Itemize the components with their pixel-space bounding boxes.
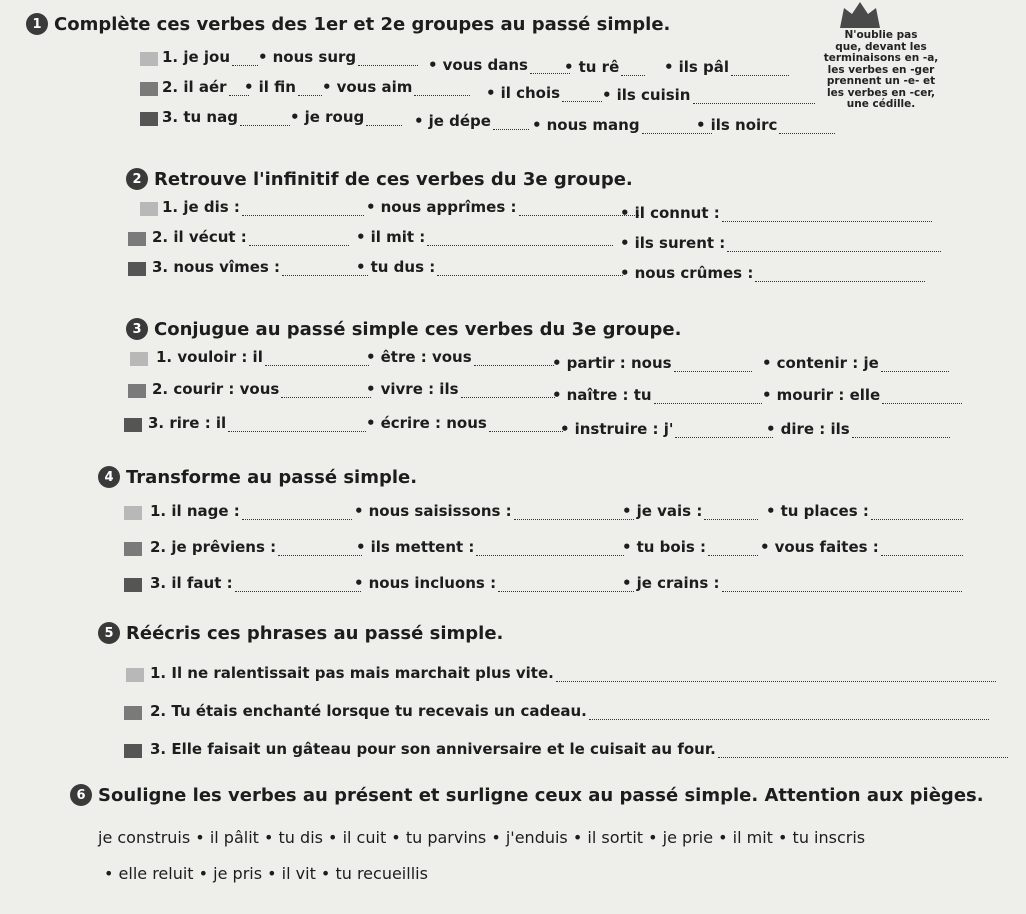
answer-blank[interactable]: [474, 351, 554, 366]
exercise-3-title: [126, 318, 681, 340]
answer-blank[interactable]: [882, 389, 962, 404]
difficulty-square-icon: [140, 82, 158, 96]
exercise-item: • il connut :: [620, 204, 932, 222]
exercise-item: • tu bois :: [622, 538, 758, 556]
note-line: les verbes en -cer,: [827, 86, 935, 99]
answer-blank[interactable]: [693, 89, 815, 104]
mascot-illustration: [820, 0, 900, 30]
answer-blank[interactable]: [675, 423, 773, 438]
exercise-2-row-3: [0, 258, 1000, 282]
exercise-item: • nous mang: [532, 116, 712, 134]
exercise-item: • ils noirc: [696, 116, 835, 134]
exercise-5-row-3: [0, 740, 1000, 764]
answer-blank[interactable]: [731, 61, 789, 76]
answer-blank[interactable]: [427, 231, 613, 246]
exercise-item: • naître : tu: [552, 386, 762, 404]
exercise-5-row-2: [0, 702, 1000, 726]
exercise-item: 1. je dis :: [162, 198, 364, 216]
answer-blank[interactable]: [265, 351, 369, 366]
answer-blank[interactable]: [358, 51, 418, 66]
exercise-item: 1. vouloir : il: [156, 348, 369, 366]
difficulty-square-icon: [128, 232, 146, 246]
exercise-4-row-1: [0, 502, 1000, 526]
exercise-item: • je dépe: [414, 112, 529, 130]
difficulty-square-icon: [124, 506, 142, 520]
exercise-item: 3. Elle faisait un gâteau pour son anniversaire et le cuisait au four.: [150, 740, 1008, 758]
answer-blank[interactable]: [779, 119, 835, 134]
answer-blank[interactable]: [489, 417, 563, 432]
answer-blank[interactable]: [871, 505, 963, 520]
answer-blank[interactable]: [562, 87, 602, 102]
exercise-3-row-3: [0, 414, 1000, 438]
answer-blank[interactable]: [437, 261, 623, 276]
exercise-item: 2. Tu étais enchanté lorsque tu recevais un cadeau.: [150, 702, 989, 720]
exercise-number-badge: 5: [98, 622, 120, 644]
exercise-number-badge: 2: [126, 168, 148, 190]
exercise-item: 2. courir : vous: [152, 380, 371, 398]
exercise-item: • vous faites :: [760, 538, 963, 556]
exercise-3-row-1: [0, 348, 1000, 372]
exercise-item: • ils surent :: [620, 234, 941, 252]
difficulty-square-icon: [140, 202, 158, 216]
verb-list-line-1[interactable]: je construis • il pâlit • tu dis • il cuit • tu parvins • j'enduis • il sortit • je prie • il mit • tu inscris: [98, 828, 866, 847]
exercise-5-title: [98, 622, 503, 644]
exercise-item: • écrire : nous: [366, 414, 563, 432]
exercise-item: 1. il nage :: [150, 502, 352, 520]
answer-blank[interactable]: [722, 207, 932, 222]
exercise-item: • nous incluons :: [354, 574, 634, 592]
note-line: terminaisons en -a,: [823, 52, 939, 64]
difficulty-square-icon: [124, 744, 142, 758]
difficulty-square-icon: [124, 706, 142, 720]
exercise-item: • je crains :: [622, 574, 962, 592]
exercise-title-text: Retrouve l'infinitif de ces verbes du 3e groupe.: [154, 168, 633, 190]
exercise-1-row-1: [0, 48, 1000, 76]
exercise-2-row-1: [0, 198, 1000, 222]
note-line: une cédille.: [846, 98, 916, 110]
exercise-item: • être : vous: [366, 348, 554, 366]
answer-blank[interactable]: [366, 111, 402, 126]
answer-blank[interactable]: [708, 541, 758, 556]
difficulty-square-icon: [128, 384, 146, 398]
answer-blank[interactable]: [298, 81, 322, 96]
answer-blank[interactable]: [881, 357, 949, 372]
exercise-number-badge: 6: [70, 784, 92, 806]
answer-blank[interactable]: [414, 81, 470, 96]
exercise-item: • je vais :: [622, 502, 758, 520]
exercise-3-row-2: [0, 380, 1000, 404]
exercise-2-title: [126, 168, 633, 190]
answer-blank[interactable]: [476, 541, 624, 556]
exercise-item: • mourir : elle: [762, 386, 962, 404]
answer-blank[interactable]: [755, 267, 925, 282]
answer-blank[interactable]: [249, 231, 349, 246]
exercise-number-badge: 1: [26, 13, 48, 35]
difficulty-square-icon: [130, 352, 148, 366]
exercise-item: • ils pâl: [664, 58, 789, 76]
exercise-number-badge: 4: [98, 466, 120, 488]
exercise-item: • contenir : je: [762, 354, 949, 372]
exercise-item: • nous saisissons :: [354, 502, 634, 520]
exercise-title-text: Transforme au passé simple.: [126, 466, 418, 488]
answer-blank[interactable]: [242, 201, 364, 216]
answer-blank[interactable]: [556, 667, 996, 682]
note-line: prennent un -e- et: [826, 75, 936, 87]
exercise-item: 2. il aér: [162, 78, 249, 96]
exercise-item: • vous aim: [322, 78, 470, 96]
difficulty-square-icon: [126, 668, 144, 682]
difficulty-square-icon: [124, 578, 142, 592]
exercise-item: 3. tu nag: [162, 108, 290, 126]
exercise-title-text: Complète ces verbes des 1er et 2e groupes au passé simple.: [54, 13, 671, 35]
exercise-item: • nous crûmes :: [620, 264, 925, 282]
answer-blank[interactable]: [242, 505, 352, 520]
difficulty-square-icon: [140, 52, 158, 66]
exercise-item: • dire : ils: [766, 420, 950, 438]
exercise-item: • ils mettent :: [356, 538, 624, 556]
exercise-1-title: [26, 13, 670, 35]
difficulty-square-icon: [128, 262, 146, 276]
exercise-title-text: Conjugue au passé simple ces verbes du 3e groupe.: [154, 318, 682, 340]
answer-blank[interactable]: [589, 705, 989, 720]
exercise-item: 1. Il ne ralentissait pas mais marchait plus vite.: [150, 664, 996, 682]
exercise-item: 3. il faut :: [150, 574, 361, 592]
answer-blank[interactable]: [278, 541, 362, 556]
answer-blank[interactable]: [881, 541, 963, 556]
answer-blank[interactable]: [228, 417, 366, 432]
exercise-item: 1. je jou: [162, 48, 258, 66]
difficulty-square-icon: [124, 542, 142, 556]
exercise-item: • il mit :: [356, 228, 613, 246]
exercise-item: • nous surg: [258, 48, 418, 66]
exercise-4-row-2: [0, 538, 1000, 562]
answer-blank[interactable]: [498, 577, 634, 592]
exercise-title-text: Souligne les verbes au présent et surligne ceux au passé simple. Attention aux pièges.: [98, 784, 984, 806]
exercise-item: • nous apprîmes :: [366, 198, 639, 216]
exercise-6-title: [70, 784, 984, 806]
exercise-item: 3. nous vîmes :: [152, 258, 368, 276]
answer-blank[interactable]: [727, 237, 941, 252]
verb-list-line-2[interactable]: • elle reluit • je pris • il vit • tu recueillis: [104, 864, 428, 883]
exercise-item: • tu rê: [564, 58, 645, 76]
exercise-item: 3. rire : il: [148, 414, 366, 432]
answer-blank[interactable]: [514, 505, 634, 520]
answer-blank[interactable]: [240, 111, 290, 126]
exercise-title-text: Réécris ces phrases au passé simple.: [126, 622, 504, 644]
exercise-item: • ils cuisin: [602, 86, 815, 104]
exercise-number-badge: 3: [126, 318, 148, 340]
exercise-item: • tu places :: [766, 502, 963, 520]
answer-blank[interactable]: [704, 505, 758, 520]
exercise-item: • partir : nous: [552, 354, 752, 372]
note-line: les verbes en -ger: [827, 63, 935, 76]
exercise-item: • je roug: [290, 108, 402, 126]
answer-blank[interactable]: [654, 389, 762, 404]
difficulty-square-icon: [140, 112, 158, 126]
answer-blank[interactable]: [722, 577, 962, 592]
exercise-4-row-3: [0, 574, 1000, 598]
answer-blank[interactable]: [718, 743, 1008, 758]
exercise-item: • vivre : ils: [366, 380, 555, 398]
exercise-2-row-2: [0, 228, 1000, 252]
exercise-item: 2. je prêviens :: [150, 538, 362, 556]
exercise-item: 2. il vécut :: [152, 228, 349, 246]
answer-blank[interactable]: [461, 383, 555, 398]
answer-blank[interactable]: [235, 577, 361, 592]
exercise-item: • il chois: [486, 84, 602, 102]
exercise-item: • tu dus :: [356, 258, 623, 276]
answer-blank[interactable]: [674, 357, 752, 372]
answer-blank[interactable]: [281, 383, 371, 398]
exercise-item: • vous dans: [428, 56, 570, 74]
answer-blank[interactable]: [852, 423, 950, 438]
note-line: que, devant les: [835, 40, 927, 53]
exercise-4-title: [98, 466, 417, 488]
exercise-5-row-1: [0, 664, 1000, 688]
exercise-item: • il fin: [244, 78, 322, 96]
exercise-item: • instruire : j': [560, 420, 773, 438]
difficulty-square-icon: [124, 418, 142, 432]
answer-blank[interactable]: [621, 61, 645, 76]
answer-blank[interactable]: [493, 115, 529, 130]
note-line: N'oublie pas: [844, 29, 918, 41]
exercise-1-row-3: [0, 108, 1000, 132]
answer-blank[interactable]: [232, 51, 258, 66]
